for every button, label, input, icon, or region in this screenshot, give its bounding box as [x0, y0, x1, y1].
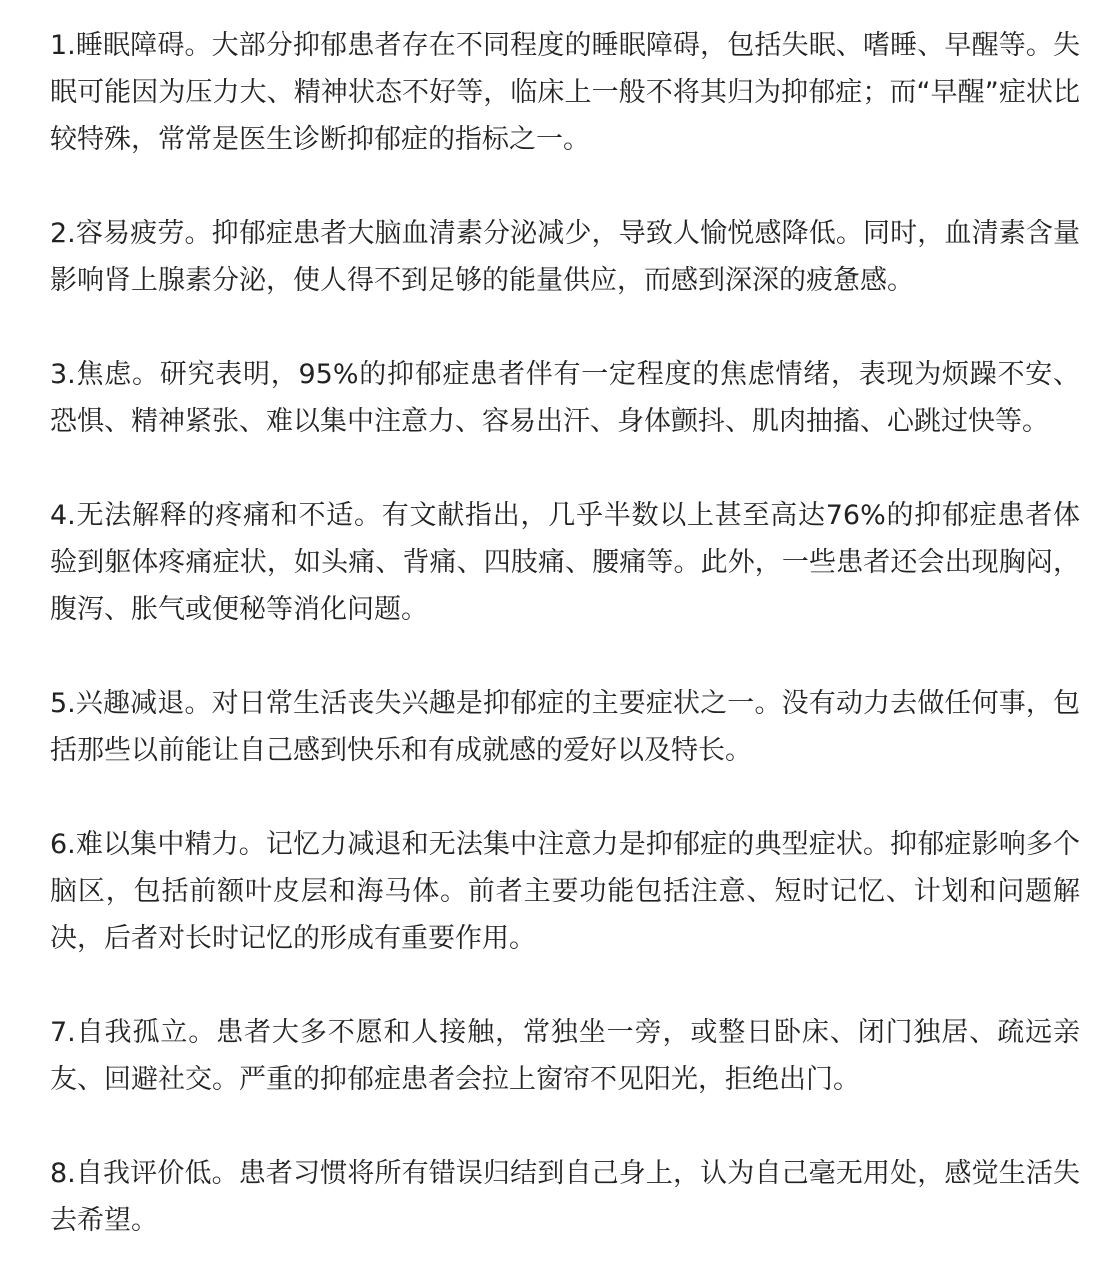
- symptom-paragraph-fatigue: 2.容易疲劳。抑郁症患者大脑血清素分泌减少，导致人愉悦感降低。同时，血清素含量影响肾上腺素分泌，使人得不到足够的能量供应，而感到深深的疲惫感。: [50, 218, 1080, 296]
- symptom-paragraph-sleep: 1.睡眠障碍。大部分抑郁患者存在不同程度的睡眠障碍，包括失眠、嗜睡、早醒等。失眠可能因为压力大、精神状态不好等，临床上一般不将其归为抑郁症；而“早醒”症状比较特殊，常常是医生诊断抑郁症的指标之一。: [50, 30, 1080, 155]
- symptom-paragraph-self-esteem: 8.自我评价低。患者习惯将所有错误归结到自己身上，认为自己毫无用处，感觉生活失去希望。: [50, 1158, 1080, 1236]
- symptom-paragraph-anxiety: 3.焦虑。研究表明，95%的抑郁症患者伴有一定程度的焦虑情绪，表现为烦躁不安、恐惧、精神紧张、难以集中注意力、容易出汗、身体颤抖、肌肉抽搐、心跳过快等。: [50, 359, 1080, 437]
- article-body: [50, 22, 1080, 1244]
- symptom-paragraph-concentration: 6.难以集中精力。记忆力减退和无法集中注意力是抑郁症的典型症状。抑郁症影响多个脑区，包括前额叶皮层和海马体。前者主要功能包括注意、短时记忆、计划和问题解决，后者对长时记忆的形成有重要作用。: [50, 829, 1080, 954]
- symptom-paragraph-pain: 4.无法解释的疼痛和不适。有文献指出，几乎半数以上甚至高达76%的抑郁症患者体验到躯体疼痛症状，如头痛、背痛、四肢痛、腰痛等。此外，一些患者还会出现胸闷，腹泻、胀气或便秘等消化问题。: [50, 500, 1080, 625]
- symptom-paragraph-interest: 5.兴趣减退。对日常生活丧失兴趣是抑郁症的主要症状之一。没有动力去做任何事，包括那些以前能让自己感到快乐和有成就感的爱好以及特长。: [50, 688, 1080, 766]
- symptom-paragraph-isolation: 7.自我孤立。患者大多不愿和人接触，常独坐一旁，或整日卧床、闭门独居、疏远亲友、回避社交。严重的抑郁症患者会拉上窗帘不见阳光，拒绝出门。: [50, 1017, 1080, 1095]
